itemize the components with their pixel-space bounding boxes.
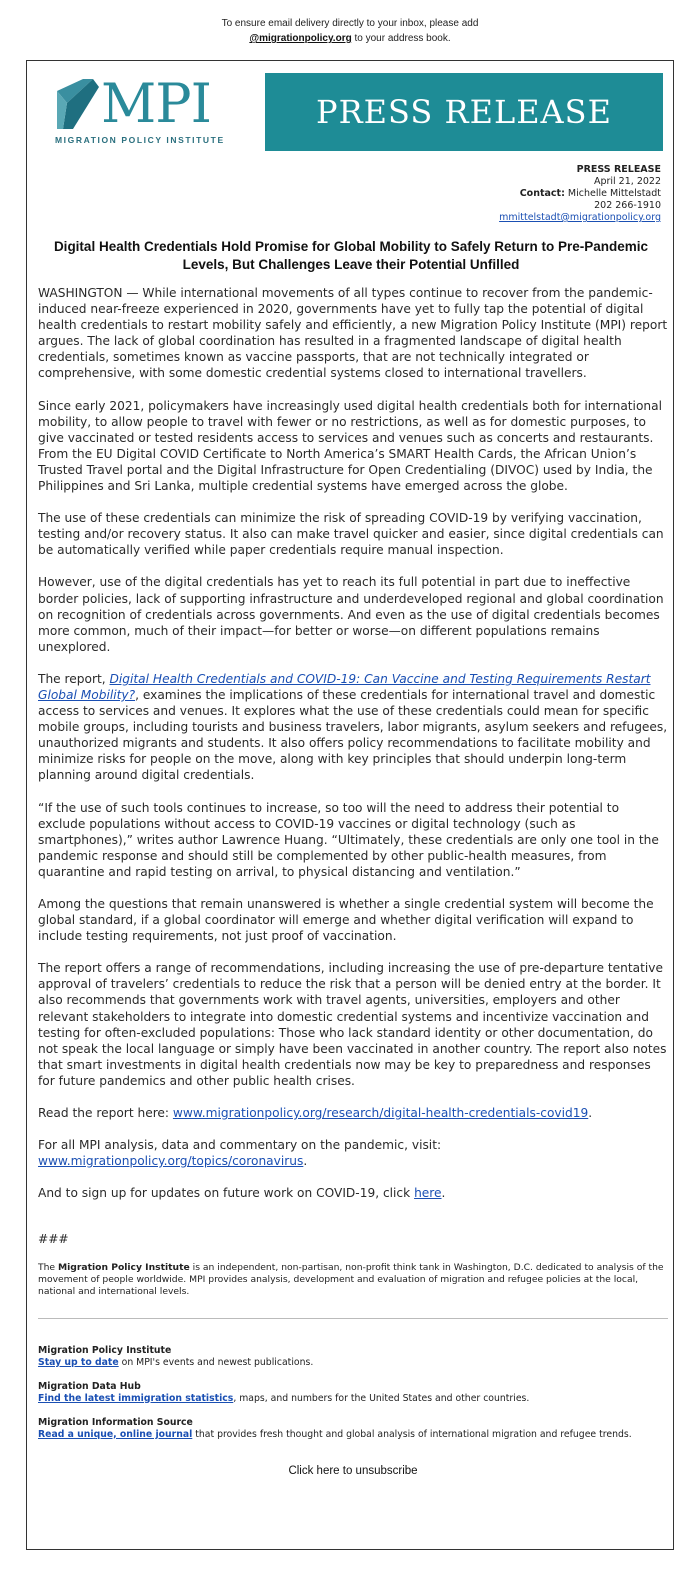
contact-person [499, 188, 661, 200]
article-body [38, 285, 668, 1479]
footer-mpi-text: on MPI's events and newest publications. [118, 1356, 314, 1368]
preheader-line2-suffix: to your address book. [351, 33, 451, 44]
analysis-suffix: . [303, 1154, 308, 1169]
paragraph-8: The report offers a range of recommendations, including increasing the use of pre-departure tentative approval of travelers’ credentials to reduce the risk that a person will be denied entry at the border. It also recommends that governments work with travel agents, universities, employers and other relevant stakeholders to integrate into domestic credential systems and incentivize vaccination and testing for often-excluded populations: Those who lack standard identity or other documentation, do not speak the local language or simply have been vaccinated in another country. The report also notes that smart investments in digital health credentials now may be key to preparedness and responses for future pandemics and other public health crises. [38, 961, 667, 1088]
online-journal-link[interactable]: Read a unique, online journal [38, 1428, 193, 1440]
contact-block [499, 164, 661, 224]
about-mpi [38, 1262, 668, 1298]
read-report-link[interactable]: www.migrationpolicy.org/research/digital-health-credentials-covid19 [172, 1106, 589, 1121]
paragraph-7: Among the questions that remain unanswered is whether a single credential system will become the global standard, if a global coordinator will emerge and whether digital verification will expand to include testing requirements, not just proof of vaccination. [38, 897, 654, 944]
read-report-prefix: Read the report here: [38, 1106, 173, 1121]
mpi-logo-subtitle: MIGRATION POLICY INSTITUTE [55, 135, 225, 145]
preheader-address-link[interactable]: @migrationpolicy.org [249, 33, 352, 44]
read-report-suffix: . [588, 1106, 593, 1121]
banner [39, 73, 663, 151]
headline: Digital Health Credentials Hold Promise for Global Mobility to Safely Return to Pre-Pandemic Levels, But Challenges Leave their Potential Unfilled [53, 239, 649, 272]
footer-hub-text: , maps, and numbers for the United States and other countries. [233, 1392, 530, 1404]
footer-info-source [38, 1417, 668, 1441]
footer-data-hub [38, 1381, 668, 1405]
about-text: is an independent, non-partisan, non-profit think tank in Washington, D.C. dedicated to analysis of the movement of people worldwide. MPI provides analysis, development and evaluation of migration and refugee policies at the local, national and international levels. [38, 1261, 664, 1297]
footer-source-text: that provides fresh thought and global analysis of international migration and refugee trends. [192, 1428, 632, 1440]
signup-here-link[interactable]: here [414, 1186, 442, 1201]
contact-label: PRESS RELEASE [576, 164, 661, 175]
paragraph-4: However, use of the digital credentials has yet to reach its full potential in part due to ineffective border policies, lack of supporting infrastructure and underdeveloped regional and global coordination on recognition of credentials across governments. And even as the use of digital credentials becomes more common, much of their impact—for better or worse—on different populations remains unexplored. [38, 575, 664, 654]
contact-prefix: Contact: [519, 188, 565, 199]
paragraph-5-prefix: The report, [38, 671, 110, 686]
analysis-prefix: For all MPI analysis, data and commentary on the pandemic, visit: [38, 1138, 442, 1153]
signup-prefix: And to sign up for updates on future work on COVID-19, click [38, 1186, 415, 1201]
mpi-logo-text: MPI [101, 72, 211, 135]
preheader [0, 0, 700, 46]
footer-mpi-heading: Migration Policy Institute [38, 1344, 172, 1356]
paragraph-3: The use of these credentials can minimize the risk of spreading COVID-19 by verifying vaccination, testing and/or recovery status. It also can make travel quicker and easier, since digital credentials can be automatically verified while paper credentials require manual inspection. [38, 511, 664, 558]
press-release-banner: PRESS RELEASE [265, 73, 663, 151]
release-date: April 21, 2022 [593, 176, 661, 187]
preheader-line1: To ensure email delivery directly to your inbox, please add [221, 18, 479, 29]
analysis-line [38, 1137, 668, 1169]
contact-name: Michelle Mittelstadt [564, 188, 661, 199]
about-prefix: The [38, 1261, 59, 1273]
paragraph-6: “If the use of such tools continues to increase, so too will the need to address their potential to exclude populations without access to COVID-19 vaccines or digital technology (such as smartphones),” writes author Lawrence Huang. “Ultimately, these credentials are only one tool in the pandemic response and should still be complemented by other public-health measures, from quarantine and rapid testing on arrival, to physical distancing and ventilation.” [38, 800, 659, 879]
footer-divider [38, 1318, 668, 1319]
footer-mpi [38, 1345, 668, 1369]
end-marker: ### [38, 1232, 69, 1247]
report-title-link[interactable]: Digital Health Credentials and COVID-19: Can Vaccine and Testing Requirements Restart Global Mobility? [38, 671, 651, 702]
about-name: Migration Policy Institute [58, 1261, 190, 1273]
contact-phone: 202 266-1910 [594, 200, 661, 211]
paragraph-2: Since early 2021, policymakers have increasingly used digital health credentials both for international mobility, to allow people to travel with fewer or no restrictions, as well as for domestic purposes, to give vaccinated or tested residents access to services and venues such as concerts and restaurants. From the EU Digital COVID Certificate to North America’s SMART Health Cards, the African Union’s Trusted Travel portal and the Digital Infrastructure for Open Credentialing (DIVOC) used by India, the Philippines and Sri Lanka, multiple credential systems have emerged across the globe. [38, 398, 662, 494]
signup-suffix: . [441, 1186, 446, 1201]
signup-line [38, 1185, 668, 1201]
read-report-line [38, 1105, 668, 1121]
stay-up-to-date-link[interactable]: Stay up to date [38, 1356, 119, 1368]
mpi-logo-mark-icon [53, 77, 105, 133]
email-frame [26, 60, 674, 1550]
footer-source-heading: Migration Information Source [38, 1416, 193, 1428]
unsubscribe-link[interactable]: Click here to unsubscribe [288, 1464, 418, 1477]
paragraph-5-suffix: , examines the implications of these credentials for international travel and domestic access to services and venues. It explores what the use of these credentials could mean for specific mobile groups, including tourists and business travelers, labor migrants, asylum seekers and refugees, unauthorized migrants and students. It also offers policy recommendations to facilitate mobility and minimize risks for people on the move, along with key principles that should underpin long-term planning around digital credentials. [38, 687, 668, 783]
mpi-logo[interactable] [39, 73, 267, 151]
footer-hub-heading: Migration Data Hub [38, 1380, 141, 1392]
immigration-statistics-link[interactable]: Find the latest immigration statistics [38, 1392, 234, 1404]
paragraph-1: WASHINGTON — While international movements of all types continue to recover from the pandemic-induced near-freeze experienced in 2020, governments have yet to fully tap the potential of digital health credentials to restart mobility safely and efficiently, a new Migration Policy Institute (MPI) report argues. The lack of global coordination has resulted in a fragmented landscape of digital health credentials, sometimes known as vaccine passports, that are not technically integrated or comprehensive, with some domestic credential systems closed to international travellers. [38, 286, 668, 381]
contact-email-link[interactable]: mmittelstadt@migrationpolicy.org [499, 212, 661, 223]
paragraph-5 [38, 671, 668, 784]
coronavirus-topic-link[interactable]: www.migrationpolicy.org/topics/coronavirus [38, 1154, 304, 1169]
preheader-line2 [0, 31, 700, 46]
